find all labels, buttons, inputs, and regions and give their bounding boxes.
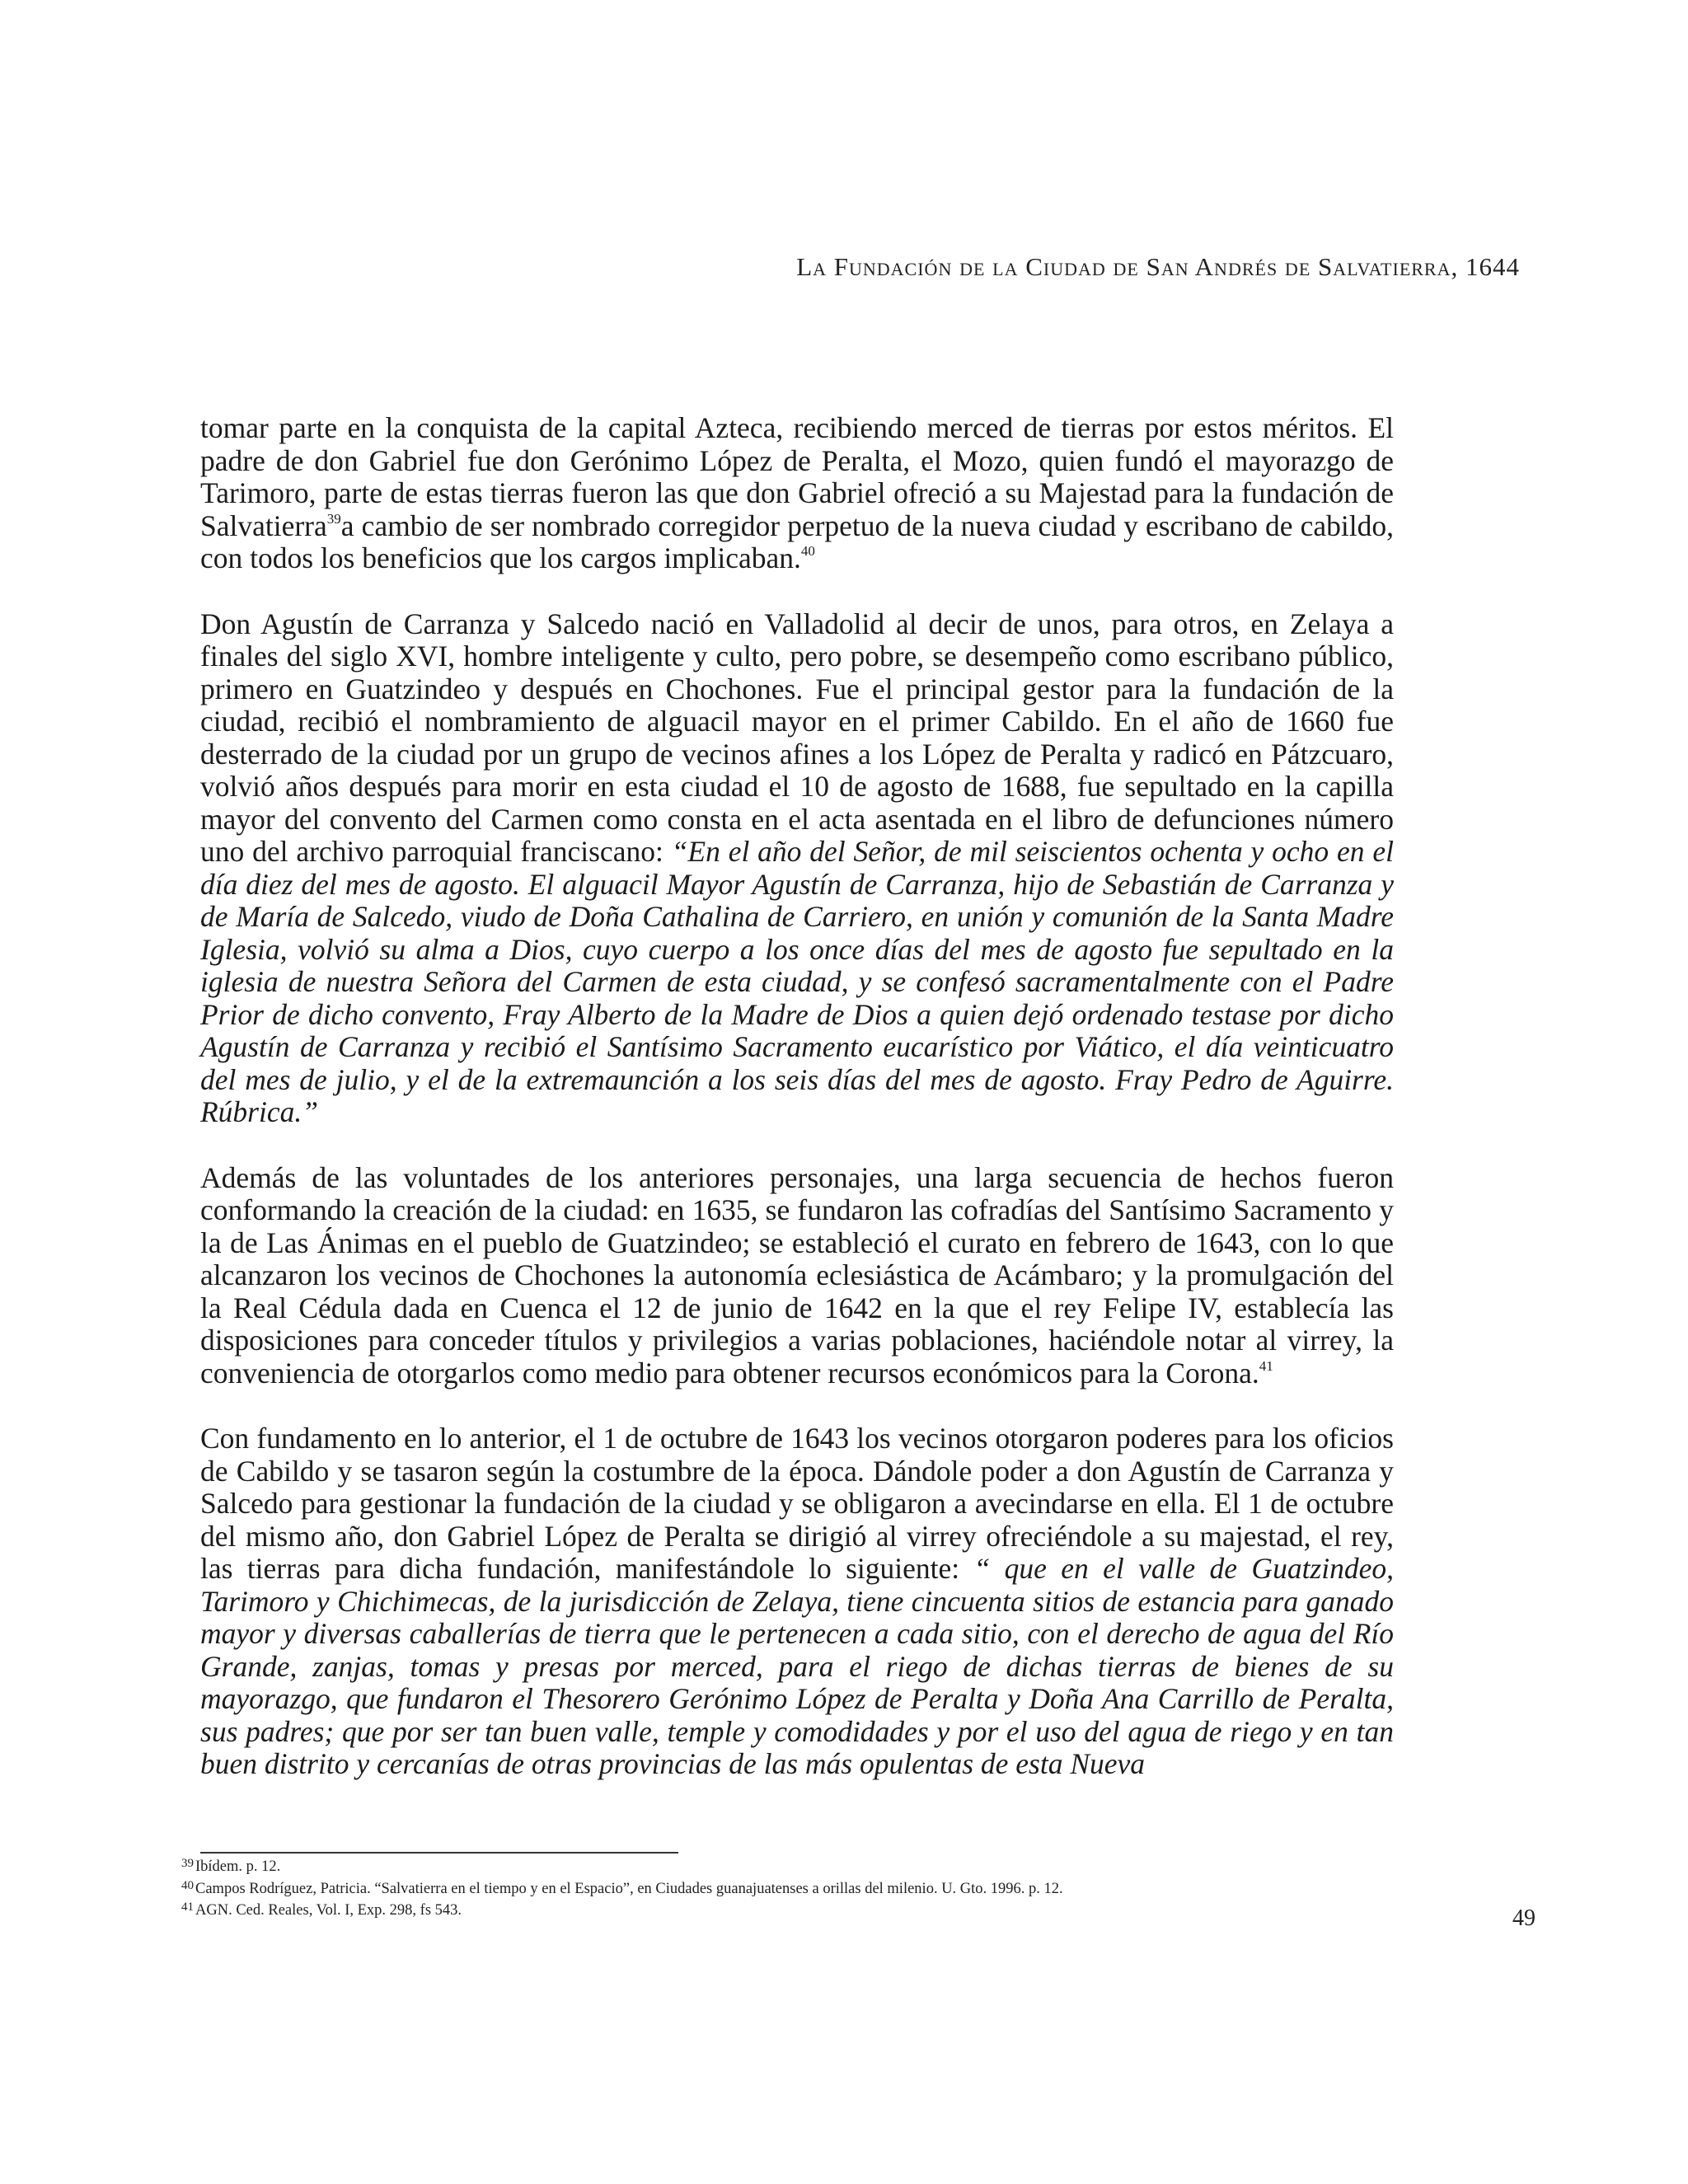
page-number: 49: [1512, 1905, 1536, 1931]
footnote-divider: [200, 1852, 678, 1854]
paragraph-2-text: Don Agustín de Carranza y Salcedo nació en Valladolid al decir de unos, para otros, en Zelaya a finales del siglo XVI, hombre inteligente y culto, pero pobre, se desempeño como escribano público, primero en Guatzindeo y después en Chochones. Fue el principal gestor para la fundación de la ciudad, recibió el nombramiento de alguacil mayor en el primer Cabildo. En el año de 1660 fue desterrado de la ciudad por un grupo de vecinos afines a los López de Peralta y radicó en Pátzcuaro, volvió años después para morir en esta ciudad el 10 de agosto de 1688, fue sepultado en la capilla mayor del convento del Carmen como consta en el acta asentada en el libro de defunciones número uno del archivo parroquial franciscano:: [200, 607, 1394, 868]
paragraph-1: [200, 412, 1394, 575]
footnote-ref-39[interactable]: 39: [326, 510, 341, 527]
paragraph-4: [200, 1422, 1394, 1781]
footnotes: [181, 1854, 1401, 1920]
body-text: [200, 412, 1394, 1814]
paragraph-2-quote: “En el año del Señor, de mil seiscientos ochenta y ocho en el día diez del mes de agosto. El alguacil Mayor Agustín de Carranza, hijo de Sebastián de Carranza y de María de Salcedo, viudo de Doña Cathalina de Carriero, en unión y comunión de la Santa Madre Iglesia, volvió su alma a Dios, cuyo cuerpo a los once días del mes de agosto fue sepultado en la iglesia de nuestra Señora del Carmen de esta ciudad, y se confesó sacramentalmente con el Padre Prior de dicho convento, Fray Alberto de la Madre de Dios a quien dejó ordenado testase por dicho Agustín de Carranza y recibió el Santísimo Sacramento eucarístico por Viático, el día veinticuatro del mes de julio, y el de la extremaunción a los seis días del mes de agosto. Fray Pedro de Aguirre. Rúbrica.”: [200, 835, 1394, 1128]
footnote-text: AGN. Ced. Reales, Vol. I, Exp. 298, fs 543.: [195, 1902, 462, 1919]
running-header: La Fundación de la Ciudad de San Andrés de Salvatierra, 1644: [796, 252, 1520, 281]
footnote-40: [181, 1877, 1401, 1899]
footnote-ref-41[interactable]: 41: [1259, 1357, 1273, 1374]
footnote-39: [181, 1854, 1401, 1877]
paragraph-1-text-b: a cambio de ser nombrado corregidor perpetuo de la nueva ciudad y escribano de cabildo, con todos los beneficios que los cargos implicaban.: [200, 509, 1394, 574]
footnote-41: [181, 1898, 1401, 1920]
footnote-number: 41: [181, 1900, 194, 1914]
footnote-text: Campos Rodríguez, Patricia. “Salvatierra en el tiempo y en el Espacio”, en Ciudades guanajuatenses a orillas del milenio. U. Gto. 1996. p. 12.: [195, 1880, 1063, 1897]
footnote-ref-40[interactable]: 40: [800, 543, 815, 559]
paragraph-4-text: Con fundamento en lo anterior, el 1 de octubre de 1643 los vecinos otorgaron poderes para los oficios de Cabildo y se tasaron según la costumbre de la época. Dándole poder a don Agustín de Carranza y Salcedo para gestionar la fundación de la ciudad y se obligaron a avecindarse en ella. El 1 de octubre del mismo año, don Gabriel López de Peralta se dirigió al virrey ofreciéndole a su majestad, el rey, las tierras para dicha fundación, manifestándole lo siguiente:: [200, 1422, 1394, 1585]
paragraph-4-quote: “ que en el valle de Guatzindeo, Tarimoro y Chichimecas, de la jurisdicción de Zelaya, tiene cincuenta sitios de estancia para ganado mayor y diversas caballerías de tierra que le pertenecen a cada sitio, con el derecho de agua del Río Grande, zanjas, tomas y presas por merced, para el riego de dichas tierras de bienes de su mayorazgo, que fundaron el Thesorero Gerónimo López de Peralta y Doña Ana Carrillo de Peralta, sus padres; que por ser tan buen valle, temple y comodidades y por el uso del agua de riego y en tan buen distrito y cercanías de otras provincias de las más opulentas de esta Nueva: [200, 1552, 1394, 1780]
footnote-number: 40: [181, 1878, 194, 1892]
paragraph-2: [200, 608, 1394, 1129]
paragraph-1-text-a: tomar parte en la conquista de la capital Azteca, recibiendo merced de tierras por estos méritos. El padre de don Gabriel fue don Gerónimo López de Peralta, el Mozo, quien fundó el mayorazgo de Tarimoro, parte de estas tierras fueron las que don Gabriel ofreció a su Majestad para la fundación de Salvatierra: [200, 411, 1394, 542]
paragraph-3: [200, 1162, 1394, 1390]
footnote-number: 39: [181, 1857, 194, 1870]
paragraph-3-text: Además de las voluntades de los anteriores personajes, una larga secuencia de hechos fueron conformando la creación de la ciudad: en 1635, se fundaron las cofradías del Santísimo Sacramento y la de Las Ánimas en el pueblo de Guatzindeo; se estableció el curato en febrero de 1643, con lo que alcanzaron los vecinos de Chochones la autonomía eclesiástica de Acámbaro; y la promulgación del la Real Cédula dada en Cuenca el 12 de junio de 1642 en la que el rey Felipe IV, establecía las disposiciones para conceder títulos y privilegios a varias poblaciones, haciéndole notar al virrey, la conveniencia de otorgarlos como medio para obtener recursos económicos para la Corona.: [200, 1160, 1394, 1390]
footnote-text: Ibídem. p. 12.: [195, 1858, 281, 1875]
